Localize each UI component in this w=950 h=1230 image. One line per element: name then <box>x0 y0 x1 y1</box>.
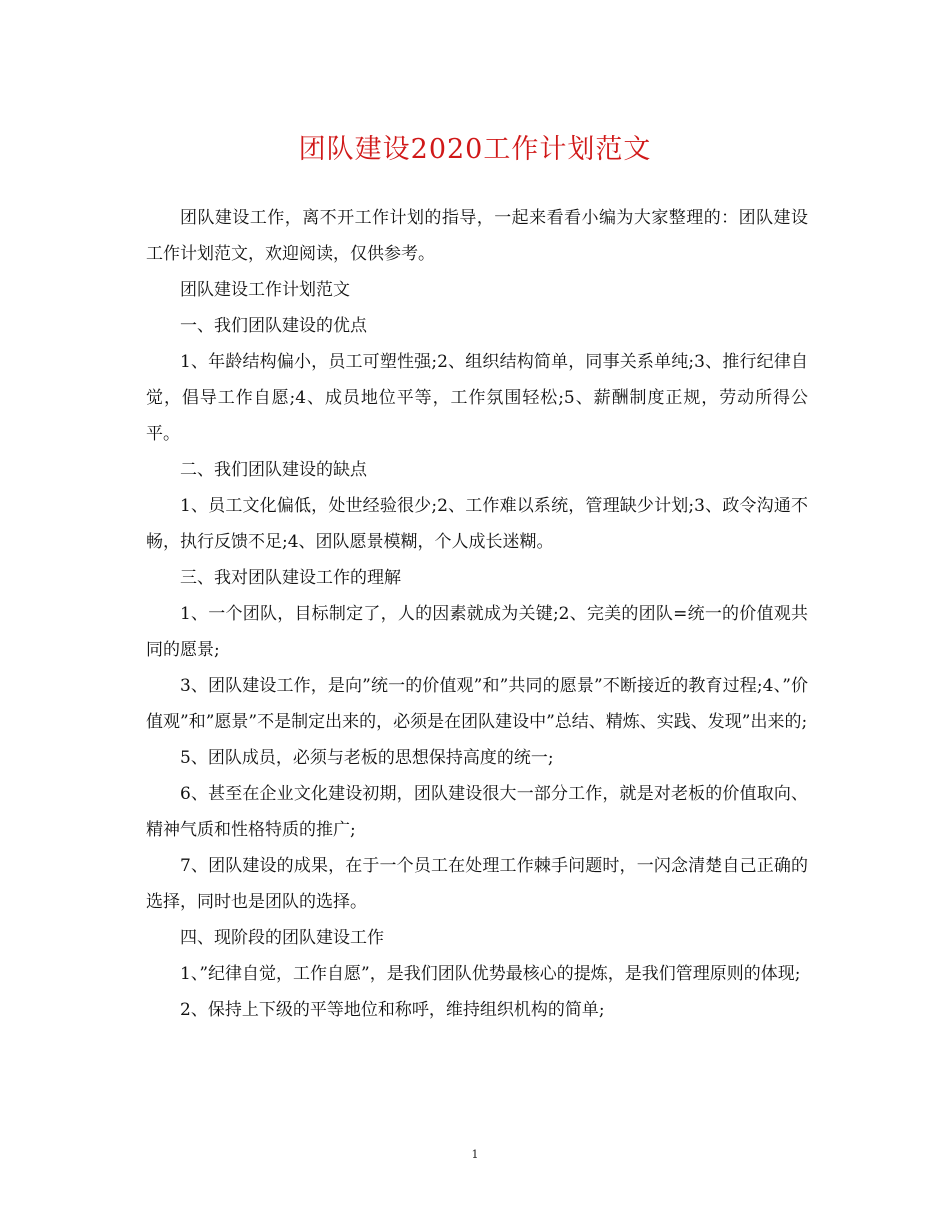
section-heading-understanding: 三、我对团队建设工作的理解 <box>180 568 401 588</box>
section-heading-advantages: 一、我们团队建设的优点 <box>180 316 367 336</box>
paragraph-understanding-3-4: 3、团队建设工作，是向”统一的价值观”和”共同的愿景”不断接近的教育过程;4、”价值观”和”愿景”不是制定出来的，必须是在团队建设中”总结、精炼、实践、发现”出来的; <box>146 676 808 732</box>
paragraph-understanding-5: 5、团队成员，必须与老板的思想保持高度的统一; <box>180 748 554 768</box>
document-body <box>146 200 808 1028</box>
paragraph-disadvantages: 1、员工文化偏低，处世经验很少;2、工作难以系统，管理缺少计划;3、政令沟通不畅，执行反馈不足;4、团队愿景模糊，个人成长迷糊。 <box>146 496 808 552</box>
document-title: 团队建设2020工作计划范文 <box>298 134 652 165</box>
paragraph-understanding-7: 7、团队建设的成果，在于一个员工在处理工作棘手问题时，一闪念清楚自己正确的选择，同时也是团队的选择。 <box>146 856 808 912</box>
paragraph-intro: 团队建设工作，离不开工作计划的指导，一起来看看小编为大家整理的：团队建设工作计划范文，欢迎阅读，仅供参考。 <box>146 208 808 264</box>
section-heading-disadvantages: 二、我们团队建设的缺点 <box>180 460 367 480</box>
section-heading-current-work: 四、现阶段的团队建设工作 <box>180 928 384 948</box>
paragraph-understanding-1-2: 1、一个团队，目标制定了，人的因素就成为关键;2、完美的团队=统一的价值观共同的愿景; <box>146 604 808 660</box>
paragraph-advantages: 1、年龄结构偏小，员工可塑性强;2、组织结构简单，同事关系单纯;3、推行纪律自觉，倡导工作自愿;4、成员地位平等，工作氛围轻松;5、薪酬制度正规，劳动所得公平。 <box>146 352 808 444</box>
paragraph-subtitle: 团队建设工作计划范文 <box>180 280 350 300</box>
paragraph-current-work-1: 1、”纪律自觉，工作自愿”，是我们团队优势最核心的提炼，是我们管理原则的体现; <box>180 964 801 984</box>
page-number: 1 <box>471 1148 479 1161</box>
paragraph-understanding-6: 6、甚至在企业文化建设初期，团队建设很大一部分工作，就是对老板的价值取向、精神气质和性格特质的推广; <box>146 784 808 840</box>
paragraph-current-work-2: 2、保持上下级的平等地位和称呼，维持组织机构的简单; <box>180 1000 605 1020</box>
